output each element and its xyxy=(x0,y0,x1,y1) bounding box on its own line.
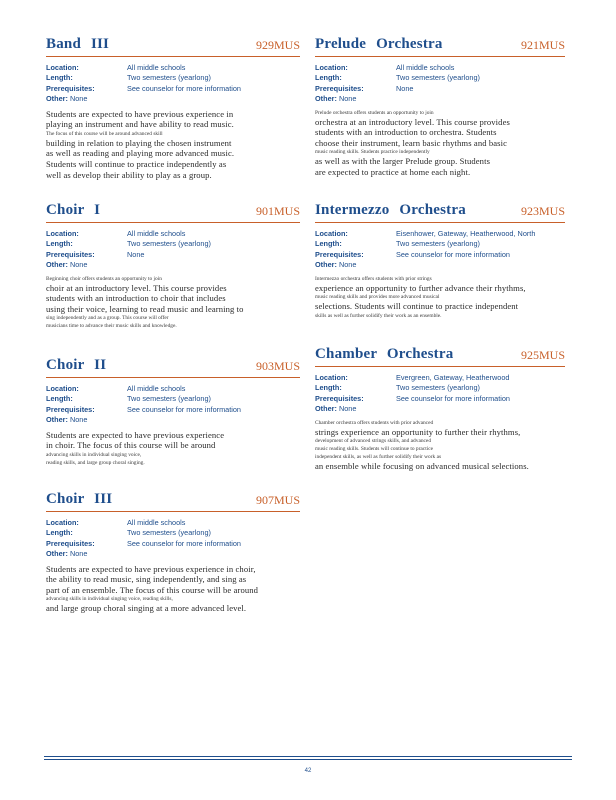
detail-label: Prerequisites: xyxy=(315,249,364,259)
course-section xyxy=(315,200,565,320)
description-line: Students will continue to practice independently as xyxy=(46,159,227,169)
description-line: students with an introduction to orchestra. Students xyxy=(315,127,497,138)
description-line: advancing skills in individual singing voice, reading skills, xyxy=(46,596,173,603)
detail-label: Length: xyxy=(46,528,73,538)
course-code: 901MUS xyxy=(255,204,300,218)
detail-value-location: All middle schools xyxy=(127,384,186,393)
description-line: Students are expected to have previous experience xyxy=(46,429,225,440)
detail-value-other: None xyxy=(69,415,88,425)
detail-value-other: None xyxy=(69,260,88,270)
detail-row-location xyxy=(46,229,300,239)
detail-row-length xyxy=(46,528,300,538)
detail-value-location: All middle schools xyxy=(127,63,186,72)
course-divider xyxy=(46,222,300,223)
detail-row-prerequisites xyxy=(315,84,565,94)
detail-label: Location: xyxy=(315,373,348,382)
detail-row-prerequisites xyxy=(46,539,300,549)
detail-row-other xyxy=(315,404,565,414)
course-section xyxy=(315,344,565,472)
course-code: 925MUS xyxy=(520,348,565,362)
footer-rule-top xyxy=(44,756,572,757)
description-line: in choir. The focus of this course will be around xyxy=(46,440,216,451)
description-line: as well as reading and playing more advanced music. xyxy=(46,148,235,159)
description-line: building in relation to playing the chosen instrument xyxy=(46,137,232,148)
course-title: Choir III xyxy=(46,491,113,507)
detail-row-location xyxy=(46,63,300,73)
detail-label: Location: xyxy=(315,229,348,238)
description-line: playing an instrument and have ability to read music. xyxy=(46,119,234,130)
detail-label: Location: xyxy=(315,63,348,72)
detail-value-length: Two semesters (yearlong) xyxy=(396,239,480,249)
description-line: Students are expected to have previous experience in xyxy=(46,108,234,119)
detail-value-prerequisites: See counselor for more information xyxy=(127,83,241,93)
detail-label: Other: xyxy=(315,260,337,270)
course-details xyxy=(46,518,300,560)
description-line: The focus of this course will be around advanced skill xyxy=(46,130,163,137)
description-line: choose their instrument, learn basic rhythms and basic xyxy=(315,137,508,148)
detail-value-other: None xyxy=(338,404,357,414)
description-line: music reading skills. Students will continue to practice xyxy=(315,446,433,453)
course-code: 903MUS xyxy=(255,359,300,373)
course-code: 907MUS xyxy=(255,493,300,507)
detail-value-other: None xyxy=(338,260,357,270)
detail-value-other: None xyxy=(69,94,88,104)
course-divider xyxy=(46,56,300,57)
description-line: the ability to read music, sing independently, and sing as xyxy=(46,574,247,585)
detail-value-length: Two semesters (yearlong) xyxy=(396,73,480,83)
course-details xyxy=(46,384,300,426)
detail-label: Other: xyxy=(315,404,337,414)
description-line: advancing skills in individual singing voice, xyxy=(46,451,142,458)
detail-value-location: All middle schools xyxy=(127,229,186,238)
detail-row-other xyxy=(46,94,300,104)
description-line: part of an ensemble. The focus of this course will be around xyxy=(46,584,259,595)
course-description xyxy=(315,419,565,472)
course-title: Band III xyxy=(46,36,110,52)
description-line: as well as with the larger Prelude group. Students xyxy=(315,156,491,167)
course-details xyxy=(315,229,565,271)
description-line: orchestra at an introductory level. This course provides xyxy=(315,116,510,127)
detail-label: Prerequisites: xyxy=(315,83,364,93)
description-line: are expected to practice at home each night. xyxy=(315,167,471,177)
course-description xyxy=(46,564,300,614)
description-line: music reading skills and provides more advanced musical xyxy=(315,294,440,301)
course-title: Prelude Orchestra xyxy=(315,36,443,52)
description-line: well as develop their ability to play as a group. xyxy=(46,169,212,180)
detail-value-location: Eisenhower, Gateway, Heatherwood, North xyxy=(396,229,536,238)
detail-value-location: Evergreen, Gateway, Heatherwood xyxy=(396,373,510,382)
detail-row-other xyxy=(46,549,300,559)
description-line: musicians time to advance their music skills and knowledge. xyxy=(46,323,177,330)
course-section xyxy=(46,34,300,180)
course-divider xyxy=(46,377,300,378)
detail-row-prerequisites xyxy=(315,250,565,260)
course-title: Choir I xyxy=(46,202,101,218)
detail-label: Location: xyxy=(46,63,79,72)
detail-value-length: Two semesters (yearlong) xyxy=(396,383,480,393)
course-details xyxy=(46,63,300,105)
detail-label: Length: xyxy=(315,383,342,393)
description-line: Students are expected to have previous experience in choir, xyxy=(46,563,256,574)
detail-value-length: Two semesters (yearlong) xyxy=(127,394,211,404)
description-line: sing independently and as a group. This course will offer xyxy=(46,315,169,322)
course-title: Intermezzo Orchestra xyxy=(315,202,466,218)
detail-row-other xyxy=(46,260,300,270)
description-line: skills as well as further solidify their work as an ensemble. xyxy=(315,312,442,319)
detail-label: Length: xyxy=(315,73,342,83)
detail-value-length: Two semesters (yearlong) xyxy=(127,239,211,249)
detail-value-prerequisites: See counselor for more information xyxy=(127,404,241,414)
course-section xyxy=(46,355,300,467)
detail-value-prerequisites: None xyxy=(127,249,145,259)
description-line: Intermezzo orchestra offers students with prior strings xyxy=(315,275,432,282)
detail-label: Other: xyxy=(46,549,68,559)
detail-row-prerequisites xyxy=(46,250,300,260)
description-line: independent skills, as well as further solidify their work as xyxy=(315,454,442,461)
description-line: Prelude orchestra offers students an opportunity to join xyxy=(315,109,434,116)
description-line: development of advanced strings skills, and advanced xyxy=(315,438,432,445)
description-line: and large group choral singing at a more advanced level. xyxy=(46,603,247,614)
detail-label: Location: xyxy=(46,229,79,238)
course-title: Choir II xyxy=(46,357,107,373)
description-line: students with an introduction to choir that includes xyxy=(46,293,226,304)
detail-label: Location: xyxy=(46,384,79,393)
description-line: choir at an introductory level. This course provides xyxy=(46,282,227,293)
course-code: 921MUS xyxy=(520,38,565,52)
course-description xyxy=(315,275,565,320)
detail-label: Other: xyxy=(46,415,68,425)
course-header xyxy=(46,200,300,220)
detail-value-location: All middle schools xyxy=(396,63,455,72)
course-description xyxy=(46,275,300,331)
course-section xyxy=(315,34,565,178)
course-header xyxy=(46,355,300,375)
description-line: strings experience an opportunity to further their rhythms, xyxy=(315,426,521,437)
detail-row-location xyxy=(315,229,565,239)
detail-row-length xyxy=(46,239,300,249)
detail-label: Prerequisites: xyxy=(46,404,95,414)
detail-row-other xyxy=(46,415,300,425)
description-line: reading skills, and large group choral singing. xyxy=(46,459,145,466)
description-line: experience an opportunity to further advance their rhythms, xyxy=(315,282,526,293)
detail-value-prerequisites: See counselor for more information xyxy=(396,393,510,403)
detail-value-prerequisites: See counselor for more information xyxy=(396,249,510,259)
course-details xyxy=(46,229,300,271)
detail-label: Other: xyxy=(315,94,337,104)
course-details xyxy=(315,373,565,415)
detail-label: Prerequisites: xyxy=(46,538,95,548)
detail-value-length: Two semesters (yearlong) xyxy=(127,528,211,538)
description-line: selections. Students will continue to practice independent xyxy=(315,301,519,312)
detail-label: Prerequisites: xyxy=(46,249,95,259)
detail-label: Location: xyxy=(46,518,79,527)
course-divider xyxy=(315,222,565,223)
detail-row-prerequisites xyxy=(46,405,300,415)
detail-value-prerequisites: None xyxy=(396,83,414,93)
page-number: 42 xyxy=(304,768,312,774)
course-description xyxy=(46,430,300,467)
detail-label: Other: xyxy=(46,94,68,104)
course-header xyxy=(46,34,300,54)
detail-label: Prerequisites: xyxy=(315,393,364,403)
course-code: 929MUS xyxy=(255,38,300,52)
detail-label: Length: xyxy=(46,73,73,83)
course-description xyxy=(46,109,300,181)
detail-row-prerequisites xyxy=(46,84,300,94)
detail-label: Length: xyxy=(315,239,342,249)
detail-label: Length: xyxy=(46,239,73,249)
course-details xyxy=(315,63,565,105)
description-line: an ensemble while focusing on advanced musical selections. xyxy=(315,461,529,472)
course-section xyxy=(46,200,300,330)
detail-label: Prerequisites: xyxy=(46,83,95,93)
detail-row-length xyxy=(315,239,565,249)
detail-value-prerequisites: See counselor for more information xyxy=(127,538,241,548)
detail-row-location xyxy=(315,373,565,383)
detail-value-location: All middle schools xyxy=(127,518,186,527)
course-header xyxy=(46,489,300,509)
detail-row-length xyxy=(315,73,565,83)
detail-row-location xyxy=(46,518,300,528)
course-title: Chamber Orchestra xyxy=(315,346,454,362)
course-divider xyxy=(315,56,565,57)
detail-row-other xyxy=(315,94,565,104)
detail-row-location xyxy=(315,63,565,73)
detail-value-other: None xyxy=(338,94,357,104)
course-header xyxy=(315,200,565,220)
detail-row-other xyxy=(315,260,565,270)
course-divider xyxy=(315,366,565,367)
course-description xyxy=(315,109,565,178)
footer-rule-bottom xyxy=(44,759,572,760)
detail-row-length xyxy=(46,394,300,404)
detail-row-prerequisites xyxy=(315,394,565,404)
description-line: using their voice, learning to read music and learning to xyxy=(46,303,244,314)
detail-row-location xyxy=(46,384,300,394)
course-section xyxy=(46,489,300,614)
detail-label: Other: xyxy=(46,260,68,270)
description-line: Chamber orchestra offers students with prior advanced xyxy=(315,419,434,426)
detail-row-length xyxy=(46,73,300,83)
detail-value-other: None xyxy=(69,549,88,559)
course-header xyxy=(315,344,565,364)
course-divider xyxy=(46,511,300,512)
description-line: music reading skills. Students practice independently xyxy=(315,149,430,156)
course-code: 923MUS xyxy=(520,204,565,218)
detail-label: Length: xyxy=(46,394,73,404)
detail-row-length xyxy=(315,383,565,393)
detail-value-length: Two semesters (yearlong) xyxy=(127,73,211,83)
course-header xyxy=(315,34,565,54)
description-line: Beginning choir offers students an opportunity to join xyxy=(46,275,162,282)
